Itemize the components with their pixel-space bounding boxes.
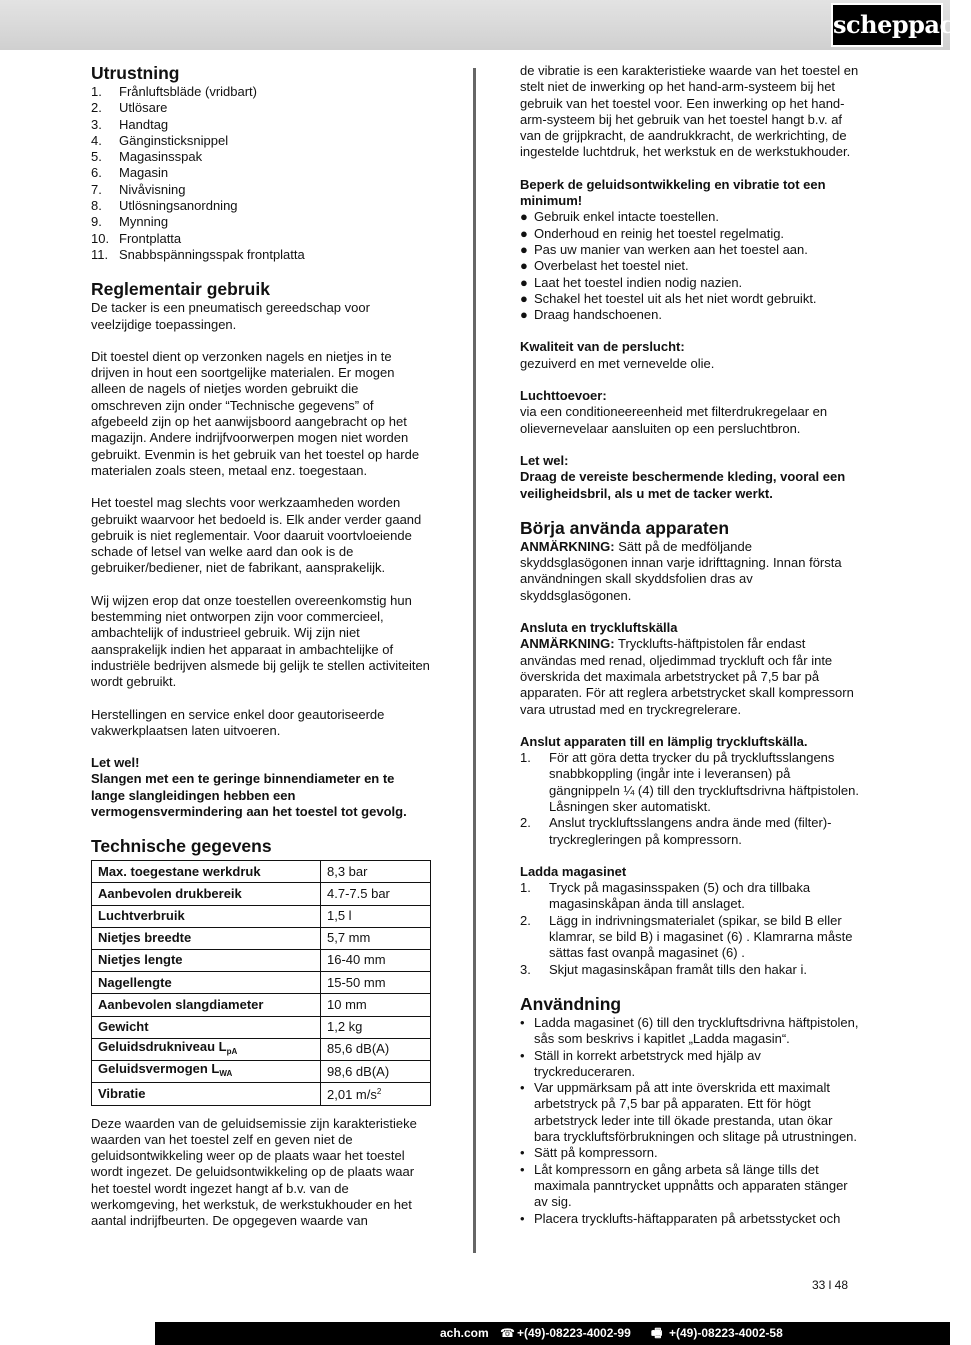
spec-key: Geluidsvermogen $L_{WA}$ — [92, 1061, 321, 1083]
bullet-icon: • — [520, 1014, 525, 1030]
item-text: Mynning — [119, 214, 169, 230]
step-number: 1. — [520, 880, 531, 896]
limit-item — [520, 258, 860, 274]
utrustning-item — [91, 231, 431, 247]
use-item — [520, 1145, 860, 1161]
spec-value: 1,2 kg — [321, 1016, 431, 1038]
item-text: Magasinsspak — [119, 149, 203, 165]
attach-heading: Anslut apparaten till en lämplig tryckluftskälla. — [520, 733, 808, 749]
item-text: Magasin — [119, 165, 169, 181]
item-number: 7. — [91, 181, 102, 197]
limit-item — [520, 242, 860, 258]
utrustning-item — [91, 247, 431, 263]
reglementair-paragraph-4: Wij wijzen erop dat onze toestellen overeenkomstig hun bestemming niet ontworpen zijn voor commercieel, ambachtelijk of industrieel gebruik. Wij zijn niet aansprakelijk indien het apparaat in ambachtelijke of industriële bedrijven alsmede bij gelijk te stellen activiteiten wordt gebruikt. — [91, 592, 430, 690]
spec-key: Nietjes lengte — [92, 950, 321, 972]
item-number: 5. — [91, 149, 102, 165]
attach-step — [520, 815, 860, 848]
limit-heading: Beperk de geluidsontwikkeling en vibratie tot een minimum! — [520, 176, 826, 209]
utrustning-list — [91, 84, 431, 263]
bullet-icon: ● — [520, 290, 528, 306]
bullet-icon: ● — [520, 209, 528, 225]
spec-value: 5,7 mm — [321, 927, 431, 949]
step-number: 1. — [520, 750, 531, 766]
use-list — [520, 1015, 860, 1227]
spec-value: 2,01 $m/s^2$ — [321, 1083, 431, 1105]
step-text: Lägg in indrivningsmaterialet (spikar, se bild B eller klamrar, se bild B) i magasinet (6) . Klamrarna måste sättas fast ovanpå magasinet (6) . — [549, 912, 853, 961]
reglementair-paragraph-2: Dit toestel dient op verzonken nagels en nietjes in te drijven in hout een soortgelijke materialen. Er mogen alleen de nagels of nietjes worden gebruikt die omschreven zijn onder “Technische gegevens” of afgebeeld zijn op het aanwijsboord aangebracht op het magazijn. Andere indrijfvoorwerpen mogen niet worden gebruikt. Evenmin is het gebruik van het toestel op harde materialen zoals steen, metaal enz. toegestaan. — [91, 348, 420, 478]
spec-key: Nietjes breedte — [92, 927, 321, 949]
quality-text: gezuiverd en met vernevelde olie. — [520, 355, 715, 371]
spec-key: Aanbevolen slangdiameter — [92, 994, 321, 1016]
limit-item-text: Onderhoud en reinig het toestel regelmatig. — [534, 225, 785, 241]
footer-fax: +(49)-08223-4002-58 — [669, 1326, 783, 1340]
note-text: Slangen met een te geringe binnendiameter en te lange slangleidingen hebben een vermogensvermindering aan het toestel tot gevolg. — [91, 771, 407, 819]
spec-key: Gewicht — [92, 1016, 321, 1038]
utrustning-item — [91, 100, 431, 116]
reglementair-paragraph-1: De tacker is een pneumatisch gereedschap voor veelzijdige toepassingen. — [91, 300, 370, 332]
bullet-icon: • — [520, 1145, 525, 1161]
load-steps — [520, 880, 860, 978]
bullet-icon: ● — [520, 241, 528, 257]
use-item-text: Ladda magasinet (6) till den tryckluftsdrivna häftpistolen, sås som beskrivs i kapitlet „Ladda magasin“. — [534, 1014, 859, 1047]
limit-item — [520, 291, 860, 307]
bullet-icon: • — [520, 1210, 525, 1226]
spec-key: Vibratie — [92, 1083, 321, 1105]
bullet-icon: • — [520, 1080, 525, 1096]
step-number: 3. — [520, 961, 531, 977]
utrustning-heading: Utrustning — [91, 63, 180, 83]
letwel-heading: Let wel: — [520, 452, 569, 468]
item-number: 11. — [91, 246, 109, 262]
reglementair-paragraph-3: Het toestel mag slechts voor werkzaamheden worden gebruikt waarvoor het bedoeld is. Elk ander verder gaand gebruik is niet reglementair. Voor daaruit voortvloeiende schade of letsel van welke aard dan ook is de gebruiker/bediener, niet de fabrikant, aansprakelijk. — [91, 495, 422, 576]
page-number: 33 l 48 — [812, 1278, 849, 1292]
limit-item — [520, 307, 860, 323]
item-text: Utlösare — [119, 100, 168, 116]
left-column — [91, 63, 431, 1230]
item-number: 10. — [91, 230, 110, 246]
spec-row — [92, 927, 431, 949]
vibration-paragraph: de vibratie is een karakteristieke waarde van het toestel en stelt niet de inwerking op het hand-arm-systeem bij het gebruik van het toestel voor. Een inwerking op het hand-arm-systeem bij het gebruik van het toestel hangt b.v. af van de grijpkracht, de aandrukkracht, de werkrichting, de ingestelde luchtdruk, het werkstuk en de werkstukhouder. — [520, 63, 859, 160]
reglementair-heading: Reglementair gebruik — [91, 279, 270, 300]
item-number: 8. — [91, 198, 102, 214]
use-item — [520, 1080, 860, 1145]
spec-value: 4.7-7.5 bar — [321, 883, 431, 905]
connect-paragraph: ANMÄRKNING: Trycklufts-häftpistolen får endast användas med renad, oljedimmad tryckluft och får inte överskrida det maximala arbetstrycket på 7,5 bar på apparaten. För att reglera arbetstrycket skall kompressorn vara utrustad med en tryckregrelerare. — [520, 636, 854, 717]
utrustning-item — [91, 214, 431, 230]
spec-row-lwa — [92, 1061, 431, 1083]
use-item — [520, 1015, 860, 1048]
specs-table — [91, 860, 431, 1105]
start-paragraph: ANMÄRKNING: Sätt på de medföljande skyddsglasögonen innan varje idrifttagning. Innan första användningen skall skyddsfolien dras av skyddsglasögonen. — [520, 538, 842, 603]
use-item — [520, 1048, 860, 1081]
spec-value: 16-40 mm — [321, 950, 431, 972]
fax-icon: 🖷 — [651, 1326, 663, 1340]
step-text: För att göra detta trycker du på tryckluftsslangens snabbkoppling (ingår inte i leveransen) på gängnippeln ¼ (4) till den tryckluftsdrivna häftpistolen. Låsningen sker automatiskt. — [549, 750, 860, 814]
utrustning-item — [91, 149, 431, 165]
item-text: Frontplatta — [119, 230, 182, 246]
use-item-text: Låt kompressorn en gång arbeta så länge tills det maximala panntrycket uppnåtts och apparaten stänger av sig. — [534, 1161, 848, 1210]
item-text: Utlösningsanordning — [119, 198, 238, 214]
supply-heading: Luchttoevoer: — [520, 388, 607, 404]
spec-row — [92, 861, 431, 883]
spec-row — [92, 950, 431, 972]
attach-steps — [520, 750, 860, 848]
spec-row-lpa — [92, 1038, 431, 1060]
use-item — [520, 1211, 860, 1227]
spec-row — [92, 883, 431, 905]
connect-heading: Ansluta en tryckluftskälla — [520, 620, 678, 636]
limit-item — [520, 209, 860, 225]
use-item-text: Sätt på kompressorn. — [534, 1145, 658, 1161]
bullet-icon: ● — [520, 307, 528, 323]
use-item — [520, 1162, 860, 1211]
footer-bar — [155, 1322, 950, 1345]
spec-key: Aanbevolen drukbereik — [92, 883, 321, 905]
item-text: Snabbspänningsspak frontplatta — [119, 246, 305, 262]
use-item-text: Placera trycklufts-häftapparaten på arbetsstycket och — [534, 1210, 841, 1226]
step-text: Anslut tryckluftsslangens andra ände med (filter)-tryckregleringen på kompressorn. — [549, 815, 832, 847]
note-heading: Let wel! — [91, 755, 140, 771]
limit-item-text: Gebruik enkel intacte toestellen. — [534, 209, 719, 225]
item-text: Handtag — [119, 116, 169, 132]
load-heading: Ladda magasinet — [520, 863, 627, 879]
bullet-icon: • — [520, 1047, 525, 1063]
spec-value: 85,6 dB(A) — [321, 1038, 431, 1060]
spec-key: Geluidsdrukniveau $L_{pA}$ — [92, 1038, 321, 1060]
item-text: Gänginsticksnippel — [119, 132, 229, 148]
limit-item — [520, 275, 860, 291]
brand-logo: scheppach — [831, 3, 943, 47]
technische-heading: Technische gegevens — [91, 836, 272, 857]
step-number: 2. — [520, 912, 531, 928]
spec-row — [92, 1016, 431, 1038]
limit-item-text: Schakel het toestel uit als het niet wordt gebruikt. — [534, 290, 817, 306]
footer-web[interactable]: ach.com — [440, 1326, 489, 1340]
use-item-text: Ställ in korrekt arbetstryck med hjälp av tryckreduceraren. — [534, 1047, 761, 1079]
item-number: 1. — [91, 84, 102, 99]
supply-text: via een conditioneereenheid met filterdrukregelaar en olievernevelaar aansluiten op een persluchtbron. — [520, 404, 828, 436]
item-number: 2. — [91, 100, 102, 116]
utrustning-item — [91, 117, 431, 133]
spec-key: Max. toegestane werkdruk — [92, 861, 321, 883]
attach-step — [520, 750, 860, 815]
bullet-icon: ● — [520, 258, 528, 274]
footer-phone: +(49)-08223-4002-99 — [517, 1326, 631, 1340]
quality-heading: Kwaliteit van de perslucht: — [520, 339, 685, 355]
limit-item-text: Draag handschoenen. — [534, 307, 662, 323]
utrustning-item — [91, 133, 431, 149]
spec-key: Nagellengte — [92, 972, 321, 994]
column-divider — [473, 68, 476, 1253]
bullet-icon: ● — [520, 225, 528, 241]
bullet-icon: ● — [520, 274, 528, 290]
step-text: Tryck på magasinsspaken (5) och dra tillbaka magasinskåpan ända till anslaget. — [549, 880, 811, 912]
item-number: 3. — [91, 116, 102, 132]
load-step — [520, 880, 860, 913]
spec-value: 15-50 mm — [321, 972, 431, 994]
spec-row — [92, 972, 431, 994]
letwel-text: Draag de vereiste beschermende kleding, vooral een veiligheidsbril, als u met de tacker werkt. — [520, 469, 846, 501]
utrustning-item — [91, 182, 431, 198]
spec-value: 1,5 l — [321, 905, 431, 927]
limit-list — [520, 209, 860, 323]
spec-value: 10 mm — [321, 994, 431, 1016]
bullet-icon: • — [520, 1161, 525, 1177]
start-heading: Börja använda apparaten — [520, 517, 730, 538]
utrustning-item — [91, 165, 431, 181]
spec-row — [92, 905, 431, 927]
limit-item-text: Laat het toestel indien nodig nazien. — [534, 274, 743, 290]
item-number: 4. — [91, 132, 102, 148]
utrustning-item — [91, 84, 431, 100]
load-step — [520, 962, 860, 978]
item-number: 9. — [91, 214, 102, 230]
technische-paragraph: Deze waarden van de geluidsemissie zijn karakteristieke waarden van het toestel zelf en geven niet de geluidsontwikkeling weer op de plaats waar het toestel wordt ingezet. De geluidsontwikkeling op de plaats waar het toestel wordt ingezet hangt af b.v. van de werkomgeving, het werkstuk, de werkstukhouder en het aantal indrijfbeurten. De opgegeven waarde van — [91, 1115, 417, 1229]
spec-key: Luchtverbruik — [92, 905, 321, 927]
utrustning-item — [91, 198, 431, 214]
reglementair-paragraph-5: Herstellingen en service enkel door geautoriseerde vakwerkplaatsen laten uitvoeren. — [91, 706, 385, 738]
right-column — [520, 63, 860, 1227]
use-heading: Användning — [520, 993, 622, 1014]
item-text: Nivåvisning — [119, 181, 186, 197]
spec-row-vibration — [92, 1083, 431, 1105]
header-band — [0, 0, 950, 50]
item-number: 6. — [91, 165, 102, 181]
limit-item-text: Pas uw manier van werken aan het toestel aan. — [534, 241, 808, 257]
item-text: Frånluftsbläde (vridbart) — [119, 84, 257, 99]
spec-row — [92, 994, 431, 1016]
use-item-text: Var uppmärksam på att inte överskrida ett maximalt arbetstryck på 7,5 bar på apparaten. Ett för högt arbetstryck leder inte till ökade prestanda, utan ökar bara tryckluftsförbrukningen och slitage på utrustningen. — [534, 1080, 858, 1145]
step-number: 2. — [520, 815, 531, 831]
spec-value: 8,3 bar — [321, 861, 431, 883]
spec-value: 98,6 dB(A) — [321, 1061, 431, 1083]
step-text: Skjut magasinskåpan framåt tills den hakar i. — [549, 961, 807, 977]
limit-item — [520, 226, 860, 242]
load-step — [520, 913, 860, 962]
phone-icon: ☎ — [500, 1326, 515, 1340]
limit-item-text: Overbelast het toestel niet. — [534, 258, 689, 274]
